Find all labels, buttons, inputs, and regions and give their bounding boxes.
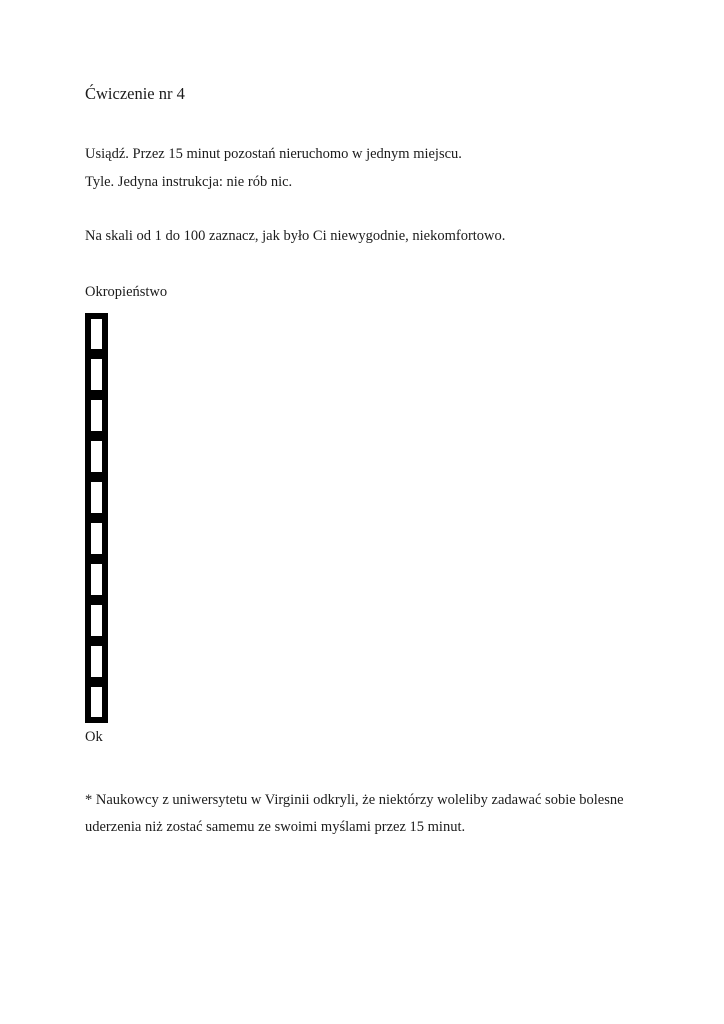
footnote-line-2: uderzenia niż zostać samemu ze swoimi myślami przez 15 minut. bbox=[85, 819, 466, 835]
scale-segment bbox=[85, 313, 108, 354]
scale-top-label: Okropieństwo bbox=[85, 284, 168, 300]
scale-segment bbox=[85, 395, 108, 436]
scale-segment bbox=[85, 477, 108, 518]
scale-bottom-label: Ok bbox=[85, 729, 103, 745]
scale-segment bbox=[85, 518, 108, 559]
scale-segment bbox=[85, 436, 108, 477]
instruction-line-2: Tyle. Jedyna instrukcja: nie rób nic. bbox=[85, 174, 293, 190]
scale-prompt: Na skali od 1 do 100 zaznacz, jak było Ci niewygodnie, niekomfortowo. bbox=[85, 228, 506, 244]
footnote bbox=[85, 787, 624, 841]
scale-segment bbox=[85, 682, 108, 723]
scale-segment bbox=[85, 641, 108, 682]
footnote-line-1: * Naukowcy z uniwersytetu w Virginii odkryli, że niektórzy woleliby zadawać sobie bolesne bbox=[85, 792, 624, 808]
instruction-line-1: Usiądź. Przez 15 minut pozostań nieruchomo w jednym miejscu. bbox=[85, 146, 462, 162]
scale-segment bbox=[85, 354, 108, 395]
rating-scale-ladder bbox=[85, 313, 108, 723]
scale-segment bbox=[85, 600, 108, 641]
exercise-title: Ćwiczenie nr 4 bbox=[85, 84, 185, 103]
scale-segment bbox=[85, 559, 108, 600]
